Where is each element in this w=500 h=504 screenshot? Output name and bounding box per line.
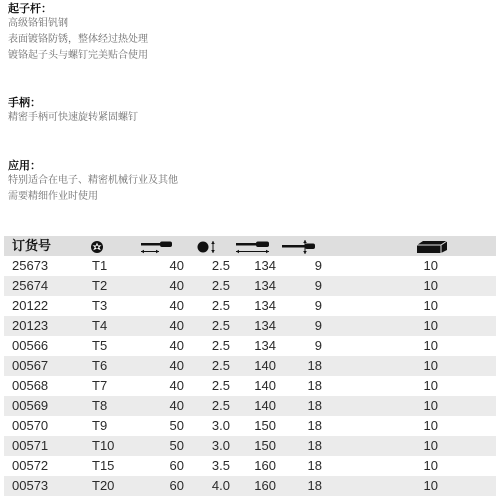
diameter-cell: 2.5 bbox=[184, 376, 230, 396]
section-handle bbox=[8, 96, 138, 126]
diameter-cell: 3.5 bbox=[184, 456, 230, 476]
size-cell: T10 bbox=[84, 436, 130, 456]
size-cell: T15 bbox=[84, 456, 130, 476]
size-cell: T3 bbox=[84, 296, 130, 316]
table-row bbox=[4, 356, 496, 376]
size-cell: T8 bbox=[84, 396, 130, 416]
blade-length-cell: 40 bbox=[130, 316, 184, 336]
blade-length-cell: 50 bbox=[130, 436, 184, 456]
diameter-cell: 2.5 bbox=[184, 356, 230, 376]
table-row bbox=[4, 336, 496, 356]
order-number-cell: 20123 bbox=[4, 316, 84, 336]
handle-length-icon bbox=[276, 236, 322, 256]
packing-box-icon bbox=[322, 236, 496, 256]
diameter-icon bbox=[184, 236, 230, 256]
table-row bbox=[4, 416, 496, 436]
section-line: 镀铬起子头与螺钉完美贴合使用 bbox=[8, 50, 148, 61]
diameter-cell: 2.5 bbox=[184, 396, 230, 416]
section-line: 特别适合在电子、精密机械行业及其他 bbox=[8, 175, 178, 186]
section-shaft bbox=[8, 2, 148, 64]
torx-icon bbox=[84, 236, 130, 256]
handle-length-cell: 18 bbox=[276, 456, 322, 476]
handle-length-cell: 18 bbox=[276, 476, 322, 496]
total-length-cell: 140 bbox=[230, 396, 276, 416]
size-cell: T2 bbox=[84, 276, 130, 296]
handle-length-cell: 9 bbox=[276, 336, 322, 356]
size-cell: T7 bbox=[84, 376, 130, 396]
order-number-cell: 25674 bbox=[4, 276, 84, 296]
total-length-icon bbox=[230, 236, 276, 256]
total-length-cell: 134 bbox=[230, 256, 276, 276]
handle-length-cell: 18 bbox=[276, 376, 322, 396]
table-header-row bbox=[4, 236, 496, 256]
packing-cell: 10 bbox=[322, 396, 496, 416]
order-number-cell: 00566 bbox=[4, 336, 84, 356]
table-row bbox=[4, 376, 496, 396]
order-number-cell: 25673 bbox=[4, 256, 84, 276]
blade-length-icon bbox=[130, 236, 184, 256]
handle-length-cell: 9 bbox=[276, 256, 322, 276]
size-cell: T5 bbox=[84, 336, 130, 356]
table-row bbox=[4, 396, 496, 416]
packing-cell: 10 bbox=[322, 256, 496, 276]
blade-length-cell: 40 bbox=[130, 376, 184, 396]
packing-cell: 10 bbox=[322, 276, 496, 296]
packing-cell: 10 bbox=[322, 376, 496, 396]
header-order-number: 订货号 bbox=[4, 236, 84, 256]
table-row bbox=[4, 296, 496, 316]
size-cell: T4 bbox=[84, 316, 130, 336]
table-row bbox=[4, 256, 496, 276]
size-cell: T20 bbox=[84, 476, 130, 496]
handle-length-cell: 18 bbox=[276, 416, 322, 436]
section-title: 手柄： bbox=[8, 97, 41, 109]
section-application bbox=[8, 159, 178, 205]
diameter-cell: 4.0 bbox=[184, 476, 230, 496]
total-length-cell: 160 bbox=[230, 456, 276, 476]
blade-length-cell: 50 bbox=[130, 416, 184, 436]
packing-cell: 10 bbox=[322, 436, 496, 456]
packing-cell: 10 bbox=[322, 476, 496, 496]
blade-length-cell: 40 bbox=[130, 336, 184, 356]
blade-length-cell: 40 bbox=[130, 396, 184, 416]
section-title: 应用： bbox=[8, 160, 41, 172]
table-row bbox=[4, 316, 496, 336]
order-number-cell: 20122 bbox=[4, 296, 84, 316]
diameter-cell: 3.0 bbox=[184, 416, 230, 436]
table-body bbox=[4, 256, 496, 496]
diameter-cell: 2.5 bbox=[184, 296, 230, 316]
diameter-cell: 2.5 bbox=[184, 336, 230, 356]
handle-length-cell: 18 bbox=[276, 396, 322, 416]
blade-length-cell: 60 bbox=[130, 476, 184, 496]
order-number-cell: 00569 bbox=[4, 396, 84, 416]
size-cell: T9 bbox=[84, 416, 130, 436]
blade-length-cell: 40 bbox=[130, 356, 184, 376]
size-cell: T1 bbox=[84, 256, 130, 276]
handle-length-cell: 9 bbox=[276, 316, 322, 336]
table-row bbox=[4, 476, 496, 496]
diameter-cell: 2.5 bbox=[184, 256, 230, 276]
section-line: 精密手柄可快速旋转紧固螺钉 bbox=[8, 112, 138, 123]
handle-length-cell: 9 bbox=[276, 296, 322, 316]
packing-cell: 10 bbox=[322, 296, 496, 316]
packing-cell: 10 bbox=[322, 336, 496, 356]
order-number-cell: 00571 bbox=[4, 436, 84, 456]
diameter-cell: 2.5 bbox=[184, 316, 230, 336]
total-length-cell: 160 bbox=[230, 476, 276, 496]
section-line: 高级铬钼钒钢 bbox=[8, 18, 68, 29]
order-number-cell: 00568 bbox=[4, 376, 84, 396]
packing-cell: 10 bbox=[322, 456, 496, 476]
total-length-cell: 134 bbox=[230, 276, 276, 296]
order-number-cell: 00567 bbox=[4, 356, 84, 376]
handle-length-cell: 9 bbox=[276, 276, 322, 296]
total-length-cell: 150 bbox=[230, 416, 276, 436]
section-title: 起子杆： bbox=[8, 3, 52, 15]
order-number-cell: 00570 bbox=[4, 416, 84, 436]
total-length-cell: 140 bbox=[230, 376, 276, 396]
total-length-cell: 134 bbox=[230, 336, 276, 356]
total-length-cell: 134 bbox=[230, 316, 276, 336]
total-length-cell: 140 bbox=[230, 356, 276, 376]
blade-length-cell: 40 bbox=[130, 256, 184, 276]
section-line: 表面镀铬防锈，整体经过热处理 bbox=[8, 34, 148, 45]
spec-table bbox=[4, 236, 496, 496]
total-length-cell: 150 bbox=[230, 436, 276, 456]
order-number-cell: 00573 bbox=[4, 476, 84, 496]
blade-length-cell: 60 bbox=[130, 456, 184, 476]
total-length-cell: 134 bbox=[230, 296, 276, 316]
blade-length-cell: 40 bbox=[130, 276, 184, 296]
diameter-cell: 2.5 bbox=[184, 276, 230, 296]
order-number-cell: 00572 bbox=[4, 456, 84, 476]
packing-cell: 10 bbox=[322, 356, 496, 376]
table-row bbox=[4, 276, 496, 296]
size-cell: T6 bbox=[84, 356, 130, 376]
table-row bbox=[4, 436, 496, 456]
handle-length-cell: 18 bbox=[276, 356, 322, 376]
blade-length-cell: 40 bbox=[130, 296, 184, 316]
table-row bbox=[4, 456, 496, 476]
diameter-cell: 3.0 bbox=[184, 436, 230, 456]
packing-cell: 10 bbox=[322, 316, 496, 336]
packing-cell: 10 bbox=[322, 416, 496, 436]
section-line: 需要精细作业时使用 bbox=[8, 191, 98, 202]
handle-length-cell: 18 bbox=[276, 436, 322, 456]
